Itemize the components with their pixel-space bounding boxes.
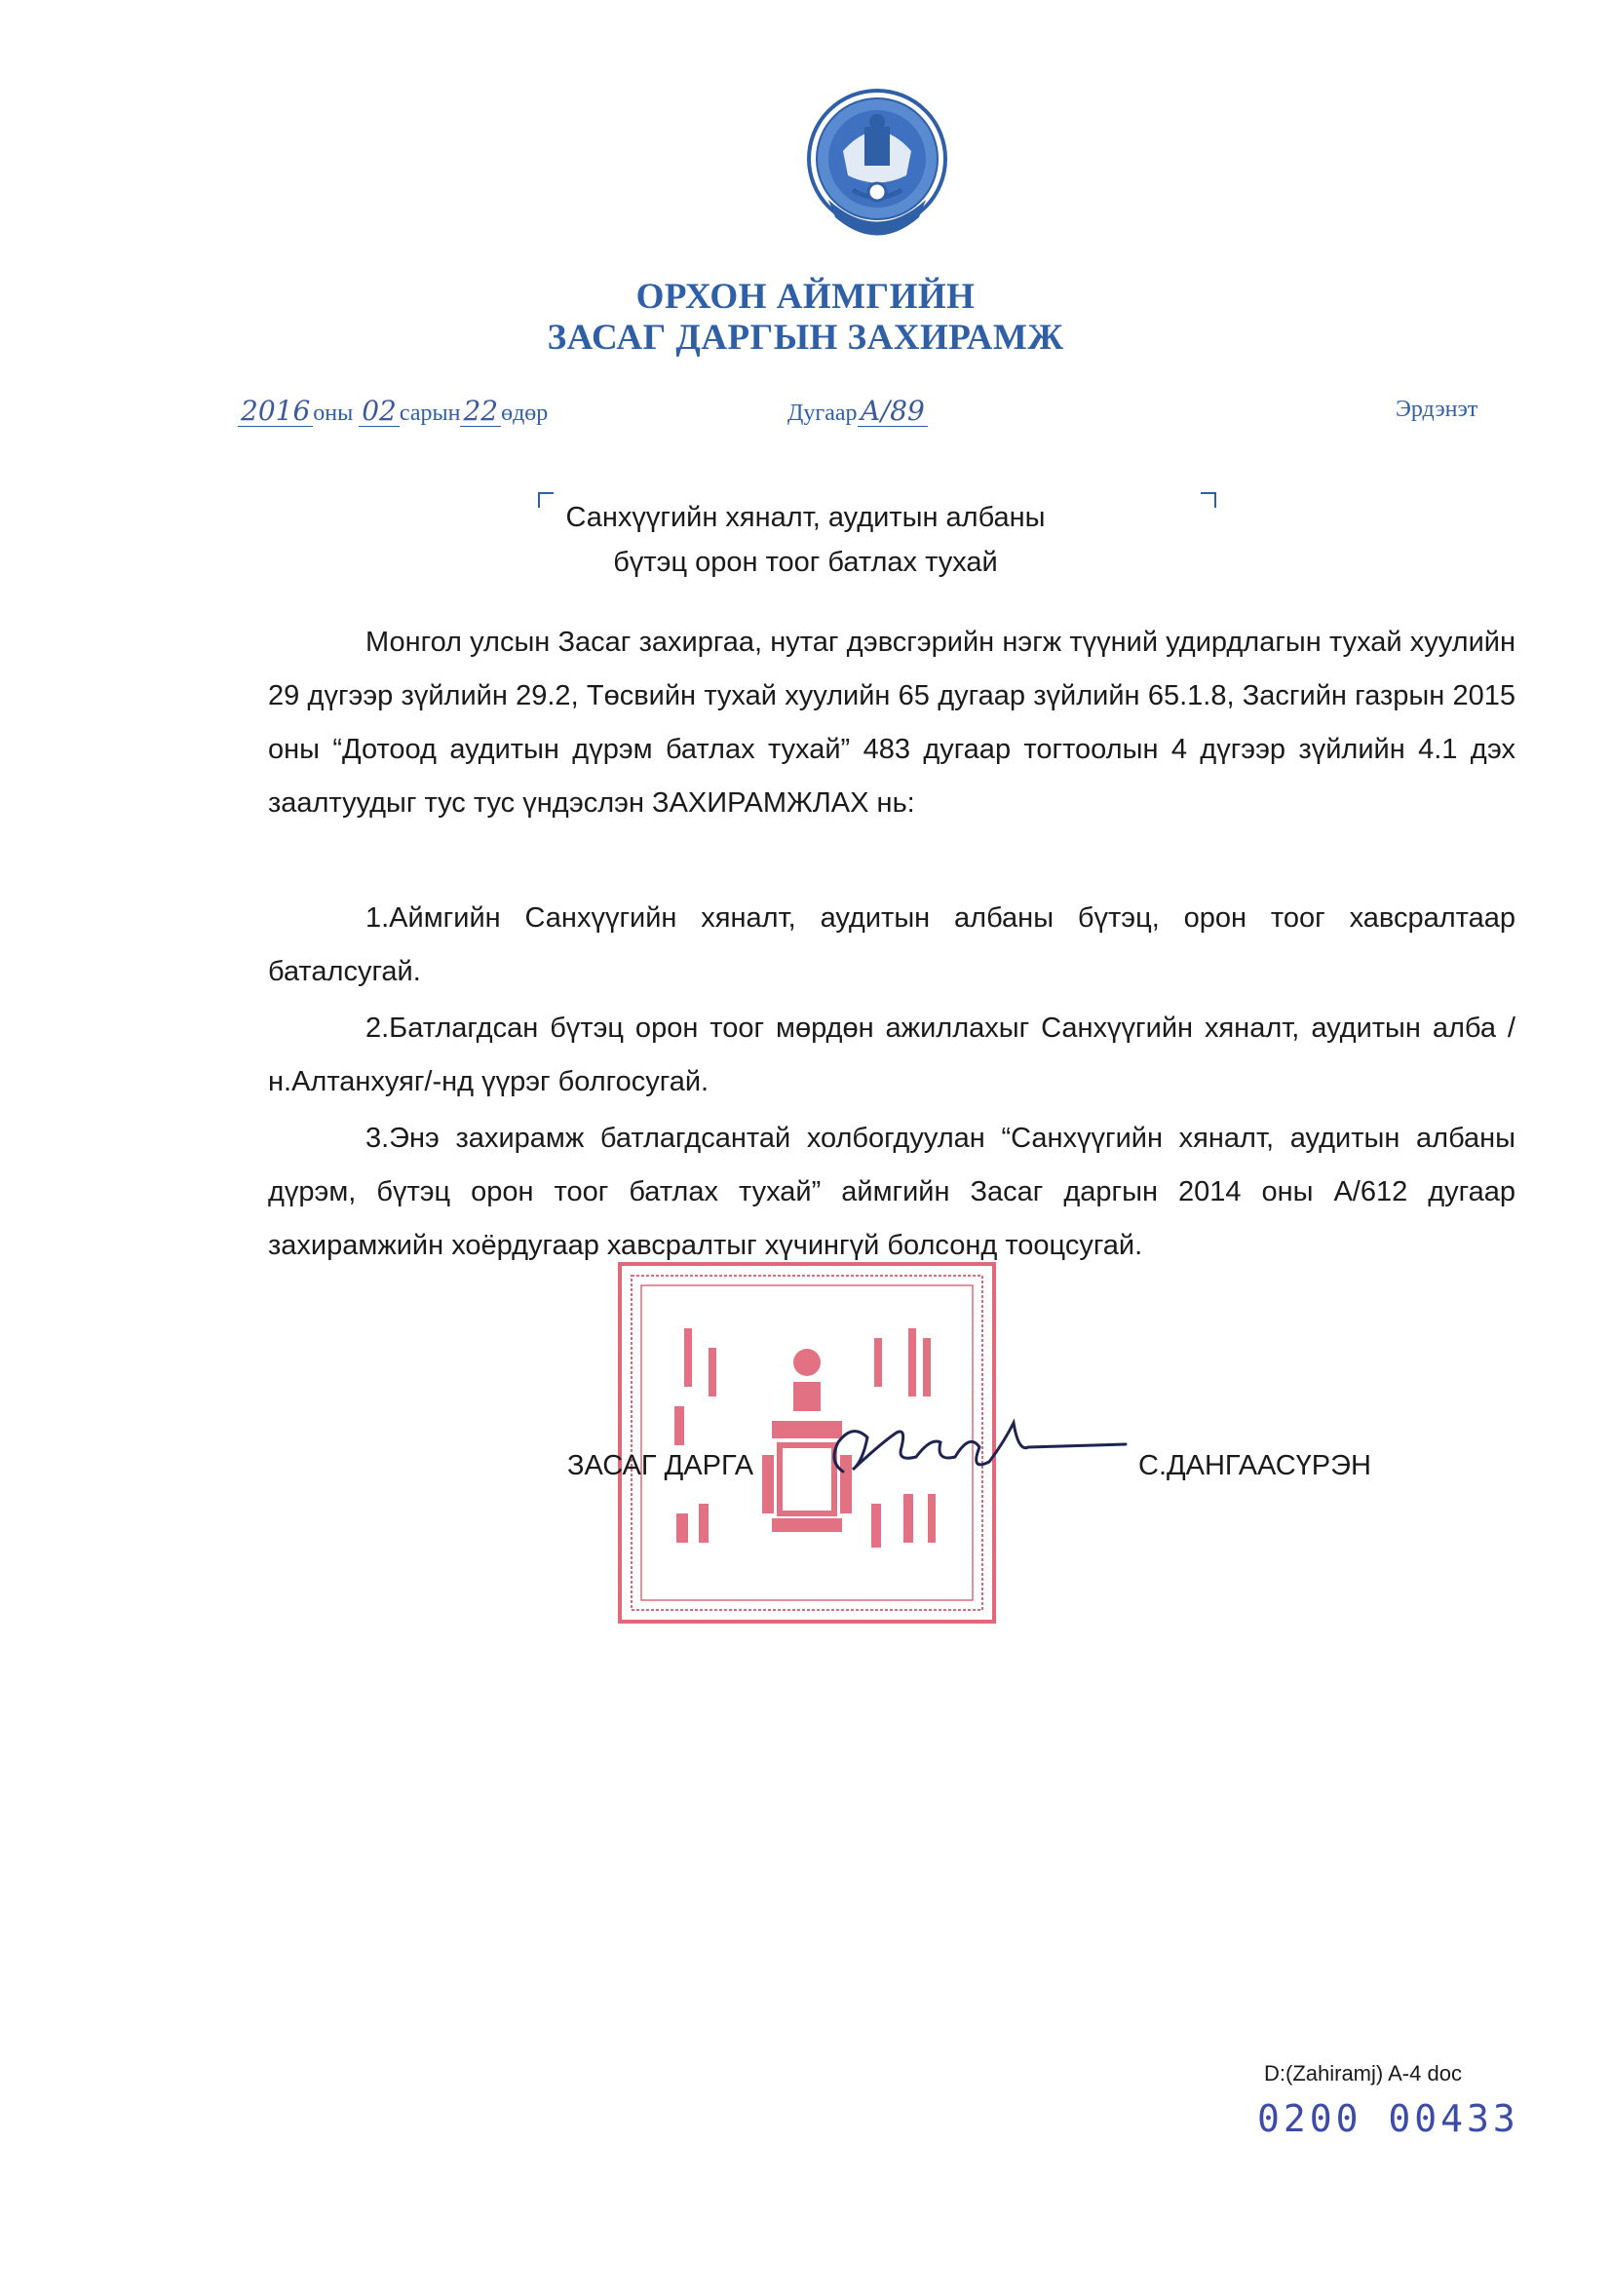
order-number-value: А/89	[858, 397, 928, 427]
preamble-paragraph: Монгол улсын Засаг захиргаа, нутаг дэвсгэрийн нэгж түүний удирдлагын тухай хуулийн 29 дүгээр зүйлийн 29.2, Төсвийн тухай хуулийн 65 дугаар зүйлийн 65.1.8, Засгийн газрын 2015 оны “Дотоод аудитын дүрэм батлах тухай” 483 дугаар тогтоолын 4 дүгээр зүйлийн 4.1 дэх заалтуудыг тус тус үндэслэн ЗАХИРАМЖЛАХ нь:	[268, 627, 1515, 819]
subject	[0, 495, 1611, 585]
subject-line-1: Санхүүгийн хяналт, аудитын албаны	[565, 502, 1046, 533]
date-month-label: сарын	[399, 401, 461, 426]
clause-2: 2.Батлагдсан бүтэц орон тоог мөрдөн ажиллахыг Санхүүгийн хяналт, аудитын алба /н.Алтанхуяг/-нд үүрэг болгосугай.	[268, 1013, 1515, 1097]
signatory-name: С.ДАНГААСҮРЭН	[1138, 1450, 1371, 1481]
subject-line-2: бүтэц орон тоог батлах тухай	[613, 547, 998, 578]
clause-3: 3.Энэ захирамж батлагдсантай холбогдуулан “Санхүүгийн хяналт, аудитын албаны дүрэм, бүтэц орон тоог батлах тухай” аймгийн Засаг даргын 2014 оны А/612 дугаар захирамжийн хоёрдугаар хавсралтыг хүчингүй болсонд тооцсугай.	[268, 1123, 1515, 1261]
date-line	[238, 397, 548, 427]
handwritten-signature	[824, 1403, 1135, 1491]
issue-place: Эрдэнэт	[1396, 397, 1478, 422]
document-path: D:(Zahiramj) A-4 doc	[1264, 2061, 1462, 2086]
signatory-title: ЗАСАГ ДАРГА	[567, 1450, 754, 1481]
date-day-label: өдөр	[501, 401, 549, 426]
date-year-label: оны	[313, 401, 354, 426]
serial-number: 0200 00433	[1257, 2097, 1519, 2140]
order-number	[787, 397, 928, 427]
date-year: 2016	[238, 397, 313, 427]
document-type-title: ЗАСАГ ДАРГЫН ЗАХИРАМЖ	[547, 318, 1064, 358]
date-month: 02	[359, 397, 400, 427]
state-emblem-icon	[804, 83, 950, 253]
date-day: 22	[460, 397, 501, 427]
clause-1: 1.Аймгийн Санхүүгийн хяналт, аудитын албаны бүтэц, орон тоог хавсралтаар баталсугай.	[268, 902, 1515, 987]
order-number-label: Дугаар	[787, 401, 858, 426]
issuer-title: ОРХОН АЙМГИЙН	[635, 277, 976, 317]
